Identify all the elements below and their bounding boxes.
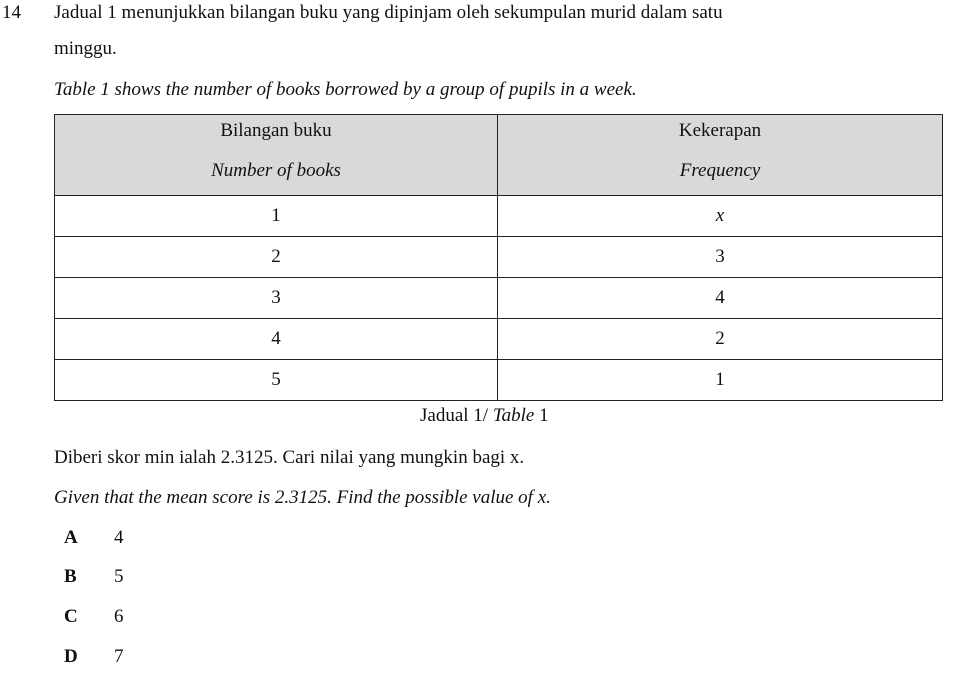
- table-row: [55, 319, 943, 360]
- cell-books: 5: [55, 360, 498, 401]
- option-value: 6: [114, 606, 124, 627]
- header-books: [55, 115, 498, 196]
- option-letter: A: [64, 527, 78, 548]
- cell-books: 3: [55, 278, 498, 319]
- cell-books: 1: [55, 196, 498, 237]
- frequency-table: [54, 114, 943, 401]
- cell-frequency: 1: [498, 360, 943, 401]
- option-c[interactable]: [64, 606, 124, 628]
- question-number: 14: [2, 2, 21, 23]
- header-books-english: Number of books: [211, 160, 341, 181]
- header-frequency-malay: Kekerapan: [678, 120, 762, 141]
- option-letter: B: [64, 566, 77, 587]
- table-row: [55, 360, 943, 401]
- cell-books: 2: [55, 237, 498, 278]
- header-books-malay: Bilangan buku: [220, 120, 332, 141]
- intro-malay-line-2: minggu.: [54, 38, 117, 59]
- cell-books: 4: [55, 319, 498, 360]
- table-header-row: [55, 115, 943, 196]
- cell-frequency: x: [498, 196, 943, 237]
- option-a[interactable]: [64, 527, 124, 549]
- header-frequency: [498, 115, 943, 196]
- option-d[interactable]: [64, 646, 124, 668]
- intro-malay-line-1: Jadual 1 menunjukkan bilangan buku yang dipinjam oleh sekumpulan murid dalam satu: [54, 2, 723, 23]
- option-value: 5: [114, 566, 124, 587]
- table-caption: [420, 405, 549, 427]
- intro-english: Table 1 shows the number of books borrowed by a group of pupils in a week.: [54, 79, 637, 100]
- caption-english: Table: [492, 405, 535, 426]
- option-letter: C: [64, 606, 78, 627]
- table-row: [55, 237, 943, 278]
- cell-frequency: 4: [498, 278, 943, 319]
- caption-malay: Jadual 1/: [420, 405, 489, 426]
- cell-frequency: 2: [498, 319, 943, 360]
- option-value: 4: [114, 527, 124, 548]
- caption-number: 1: [539, 405, 549, 426]
- option-letter: D: [64, 646, 78, 667]
- table-row: [55, 278, 943, 319]
- option-b[interactable]: [64, 566, 124, 588]
- option-value: 7: [114, 646, 124, 667]
- cell-frequency: 3: [498, 237, 943, 278]
- prompt-malay: Diberi skor min ialah 2.3125. Cari nilai yang mungkin bagi x.: [54, 447, 525, 468]
- table-row: [55, 196, 943, 237]
- prompt-english: Given that the mean score is 2.3125. Find the possible value of x.: [54, 487, 551, 508]
- header-frequency-english: Frequency: [679, 160, 761, 181]
